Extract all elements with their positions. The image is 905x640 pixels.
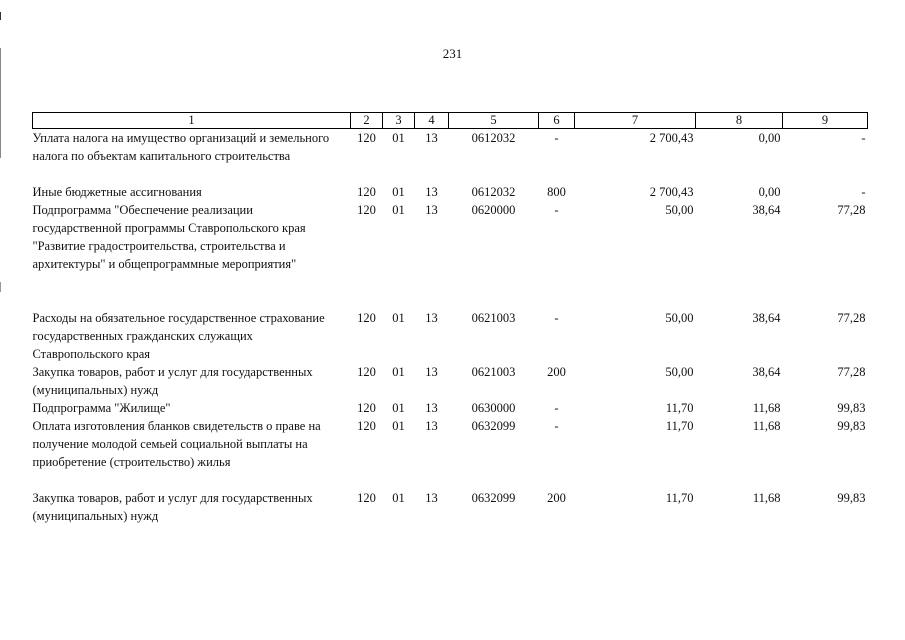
row-col-9: 99,83: [837, 490, 866, 505]
row-col-2: 120: [357, 364, 376, 379]
header-col-9: 9: [783, 113, 868, 129]
row-col-3: 01: [392, 418, 405, 433]
row-col-5: 0632099: [471, 490, 516, 505]
row-col-3: 01: [392, 184, 405, 199]
row-col-3: 01: [392, 490, 405, 505]
scan-edge-mark-middle: [0, 48, 1, 158]
row-col-9: 77,28: [837, 202, 866, 217]
table-row: [33, 129, 868, 183]
header-col-2: 2: [351, 113, 383, 129]
row-col-4: 13: [425, 400, 438, 415]
row-name: Иные бюджетные ассигнования: [32, 184, 202, 199]
row-col-5: 0630000: [471, 400, 516, 415]
header-col-4: 4: [415, 113, 449, 129]
row-col-2: 120: [357, 418, 376, 433]
row-col-2: 120: [357, 202, 376, 217]
header-col-3: 3: [383, 113, 415, 129]
row-col-9: -: [861, 184, 866, 199]
table-row: [33, 363, 868, 399]
row-col-5: 0621003: [471, 310, 516, 325]
row-col-2: 120: [357, 490, 376, 505]
row-col-7: 11,70: [665, 490, 694, 505]
row-col-8: 11,68: [752, 490, 781, 505]
header-col-1: 1: [33, 113, 351, 129]
table-row: [33, 309, 868, 363]
row-col-8: 11,68: [752, 400, 781, 415]
header-col-8: 8: [696, 113, 783, 129]
row-name: Подпрограмма "Обеспечение реализации государственной программы Ставропольского края "Развитие градостроительства, строительства и архитектуры" и общепрограммные мероприятия": [32, 202, 306, 271]
row-col-4: 13: [425, 418, 438, 433]
row-col-6: -: [554, 131, 559, 145]
scan-edge-mark-lower: [0, 282, 1, 292]
row-col-7: 11,70: [665, 418, 694, 433]
row-col-5: 0620000: [471, 202, 516, 217]
page-number: 231: [442, 46, 463, 61]
header-col-6: 6: [539, 113, 575, 129]
row-col-4: 13: [425, 310, 438, 325]
row-col-4: 13: [425, 202, 438, 217]
row-col-8: 38,64: [752, 310, 781, 325]
row-col-6: -: [554, 202, 559, 217]
table-row: [33, 201, 868, 309]
row-col-2: 120: [357, 310, 376, 325]
row-col-9: 77,28: [837, 310, 866, 325]
row-col-7: 50,00: [665, 310, 694, 325]
row-col-2: 120: [357, 131, 376, 145]
row-col-6: 800: [547, 184, 566, 199]
table-header-row: [33, 113, 868, 129]
row-col-6: 200: [547, 364, 566, 379]
table-row: [33, 417, 868, 489]
row-name: Закупка товаров, работ и услуг для государственных (муниципальных) нужд: [32, 364, 313, 397]
budget-table: [32, 112, 868, 525]
row-col-3: 01: [392, 400, 405, 415]
row-col-6: -: [554, 310, 559, 325]
row-col-6: -: [554, 418, 559, 433]
row-col-8: 0,00: [758, 184, 781, 199]
scan-edge-mark-top: [0, 12, 1, 20]
row-col-2: 120: [357, 400, 376, 415]
row-col-7: 2 700,43: [649, 131, 694, 145]
row-col-8: 38,64: [752, 364, 781, 379]
row-name: Уплата налога на имущество организаций и земельного налога по объектам капитального строительства: [32, 131, 330, 163]
row-col-2: 120: [357, 184, 376, 199]
table-row: [33, 399, 868, 417]
row-col-5: 0632099: [471, 418, 516, 433]
row-col-7: 50,00: [665, 364, 694, 379]
row-col-6: 200: [547, 490, 566, 505]
row-col-4: 13: [425, 490, 438, 505]
row-col-5: 0612032: [471, 184, 516, 199]
row-col-3: 01: [392, 310, 405, 325]
row-col-3: 01: [392, 364, 405, 379]
row-col-8: 0,00: [758, 131, 781, 145]
row-col-7: 2 700,43: [649, 184, 694, 199]
row-name: Расходы на обязательное государственное страхование государственных гражданских служащих Ставропольского края: [32, 310, 325, 361]
row-col-9: 99,83: [837, 400, 866, 415]
row-col-8: 11,68: [752, 418, 781, 433]
row-name: Закупка товаров, работ и услуг для государственных (муниципальных) нужд: [32, 490, 313, 523]
row-col-6: -: [554, 400, 559, 415]
row-col-7: 50,00: [665, 202, 694, 217]
row-col-3: 01: [392, 202, 405, 217]
row-col-5: 0621003: [471, 364, 516, 379]
row-col-9: 77,28: [837, 364, 866, 379]
table-row: [33, 489, 868, 525]
row-col-3: 01: [392, 131, 405, 145]
row-col-4: 13: [425, 184, 438, 199]
row-col-4: 13: [425, 131, 438, 145]
row-col-8: 38,64: [752, 202, 781, 217]
table-row: [33, 183, 868, 201]
row-col-4: 13: [425, 364, 438, 379]
header-col-7: 7: [575, 113, 696, 129]
row-name: Оплата изготовления бланков свидетельств о праве на получение молодой семьей социальной выплаты на приобретение (строительство) жилья: [32, 418, 321, 469]
row-col-5: 0612032: [471, 131, 516, 145]
row-col-7: 11,70: [665, 400, 694, 415]
header-col-5: 5: [449, 113, 539, 129]
row-col-9: -: [861, 131, 866, 145]
row-name: Подпрограмма "Жилище": [32, 400, 171, 415]
row-col-9: 99,83: [837, 418, 866, 433]
